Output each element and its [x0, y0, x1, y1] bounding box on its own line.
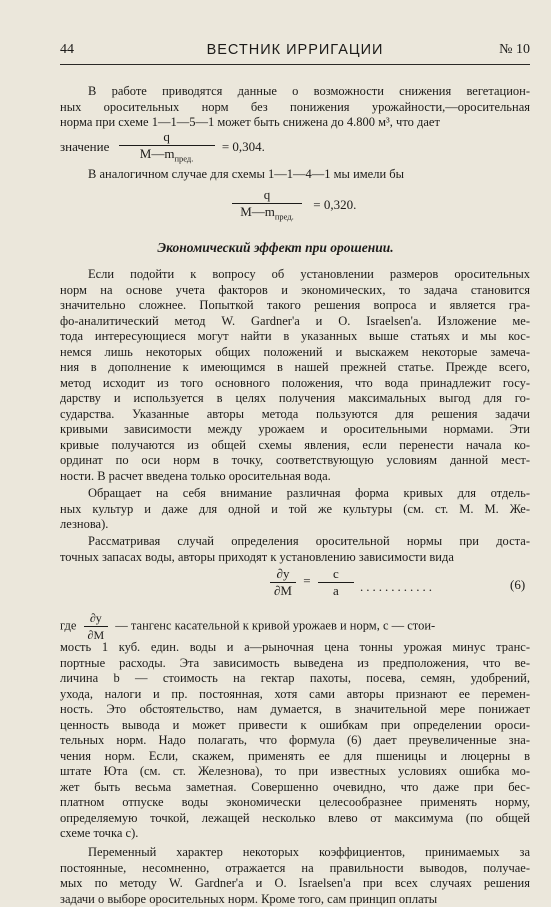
fraction-numerator: ∂y	[84, 610, 109, 627]
paragraph-1	[60, 84, 530, 131]
fraction-numerator: c	[318, 566, 354, 583]
text-line: ность. Это обстоятельство, нам думается, в значительной мере понижает	[60, 702, 530, 718]
paragraph-6	[60, 640, 530, 842]
text-line: ных культур и даже для одной и той же культуры (см. ст. М. М. Же-	[60, 502, 530, 518]
subscript: пред.	[275, 212, 294, 222]
fraction-numerator: ∂y	[270, 566, 296, 583]
text-line: точных запасах воды, авторы приходят к установлению зависимости вида	[60, 550, 530, 566]
text-line: кривыми зависимости между урожаем и оросительными нормами. Эти	[60, 422, 530, 438]
equals-sign: =	[303, 573, 310, 588]
text-line: штате Юта (см. ст. Железнова), то при известных условиях ошибка мо-	[60, 764, 530, 780]
text-line: немся лишь некоторых общих положений и выскажем некоторые замеча-	[60, 345, 530, 361]
text-line: фо-аналитический метод W. Gardner'a и O. Israelsen'a. Изложение ме-	[60, 314, 530, 330]
formula-prefix: значение	[60, 139, 109, 154]
text-line: схеме точка c).	[60, 826, 530, 842]
formula-2	[232, 187, 356, 225]
running-header	[60, 42, 530, 65]
text-line: чения норм. Если, скажем, применять ее для пшеницы и люцерны в	[60, 749, 530, 765]
text-line: Переменный характер некоторых коэффициентов, принимаемых за	[60, 845, 530, 861]
text-line: портные расходы. Эта зависимость выведена из предположения, что ве-	[60, 656, 530, 672]
journal-title: ВЕСТНИК ИРРИГАЦИИ	[60, 42, 530, 58]
text-line: мых по методу W. Gardner'a и O. Israelsen'a при всех случаях решения	[60, 876, 530, 892]
text-line: жет быть весьма заметная. Совершенно очевидно, что даже при бес-	[60, 780, 530, 796]
text-line: задачи о выборе оросительных норм. Кроме того, сам принцип оплаты	[60, 892, 530, 907]
text-line: тода интересующиеся могут найти в указанных выше статьях и мы кос-	[60, 329, 530, 345]
text-line: кривые получаются из общей схемы явления, если перенести начала ко-	[60, 438, 530, 454]
text-line: мость 1 куб. един. воды и а—рыночная цена тонны урожая минус транс-	[60, 640, 530, 656]
fraction-denominator	[119, 146, 215, 167]
text-line: значительно сложнее. Попыткой такого решения вопроса и является гра-	[60, 298, 530, 314]
text-line: ности. В расчет введена только оросительная вода.	[60, 469, 530, 485]
formula-result: = 0,304.	[222, 139, 265, 154]
rhs-fraction	[318, 566, 354, 599]
page-number: 44	[60, 42, 74, 58]
paragraph-3	[60, 267, 530, 484]
text-line: Рассматривая случай определения оросительной нормы при доста-	[60, 534, 530, 550]
formula-result: = 0,320.	[313, 197, 356, 212]
text-line: тельных норм. Надо полагать, что формула (6) дает преувеличенные зна-	[60, 733, 530, 749]
fraction-denominator	[232, 204, 302, 225]
text-line: ния в дополнение к имеющимся в нашей прежней статье. Прежде всего,	[60, 360, 530, 376]
text-line: ординат по оси норм в точку, соответствующую условиям данной мест-	[60, 453, 530, 469]
denominator-text: M—m	[140, 146, 175, 161]
text-line: норм на основе учета факторов и экономических, то задача становится	[60, 283, 530, 299]
where-text: — тангенс касательной к кривой урожаев и норм, с — стои-	[115, 618, 435, 632]
text-line: ценность вывода и может привести к ошибкам при определении ороси-	[60, 718, 530, 734]
fraction-numerator: q	[119, 129, 215, 146]
subscript: пред.	[174, 154, 193, 164]
fraction-denominator: ∂M	[84, 627, 109, 643]
derivative-fraction	[270, 566, 296, 599]
fraction	[119, 129, 215, 167]
text-line: В аналогичном случае для схемы 1—1—4—1 мы имели бы	[60, 167, 530, 183]
section-title: Экономический эффект при орошении.	[0, 240, 551, 256]
text-line: дарству и используется в целях получения максимальных выгод для го-	[60, 391, 530, 407]
paragraph-4	[60, 486, 530, 533]
denominator-text: M—m	[240, 204, 275, 219]
equation-6	[270, 566, 354, 599]
text-line: метод исходит из того основного положения, что вода принадлежит госу-	[60, 376, 530, 392]
where-prefix: где	[60, 618, 76, 632]
text-line: личина b — стоимость на гектар пахоты, посева, семян, удобрений,	[60, 671, 530, 687]
formula-1	[60, 129, 265, 167]
text-line: определяемую точкой, лежащей несколько влево от максимума (по общей	[60, 811, 530, 827]
fraction	[232, 187, 302, 225]
derivative-fraction	[84, 610, 109, 643]
fraction-denominator: ∂M	[270, 583, 296, 599]
text-line: ных оросительных норм без понижения урожайности,—оросительная	[60, 100, 530, 116]
issue-number: № 10	[499, 42, 530, 58]
text-line: В работе приводятся данные о возможности снижения вегетацион-	[60, 84, 530, 100]
text-line: платном отпуске воды экономически целесообразнее применять норму,	[60, 795, 530, 811]
text-line: Обращает на себя внимание различная форма кривых для отдель-	[60, 486, 530, 502]
text-line: норма при схеме 1—1—5—1 может быть снижена до 4.800 м³, что дает	[60, 115, 530, 131]
equation-number: (6)	[510, 577, 525, 593]
paragraph-5	[60, 534, 530, 565]
text-line: постоянные, несомненно, отражается на правильности выводов, получае-	[60, 861, 530, 877]
equation-leader-dots: ............	[360, 579, 435, 595]
text-line: Если подойти к вопросу об установлении размеров оросительных	[60, 267, 530, 283]
text-line: ухода, налоги и пр. постоянная, хотя сами авторы признают ее перемен-	[60, 687, 530, 703]
paragraph-7	[60, 845, 530, 907]
paragraph-2	[60, 167, 530, 183]
fraction-denominator: a	[318, 583, 354, 599]
text-line: сударства. Указанные авторы метода пользуются для решения задачи	[60, 407, 530, 423]
where-clause	[60, 610, 435, 643]
fraction-numerator: q	[232, 187, 302, 204]
text-line: лезнова).	[60, 517, 530, 533]
